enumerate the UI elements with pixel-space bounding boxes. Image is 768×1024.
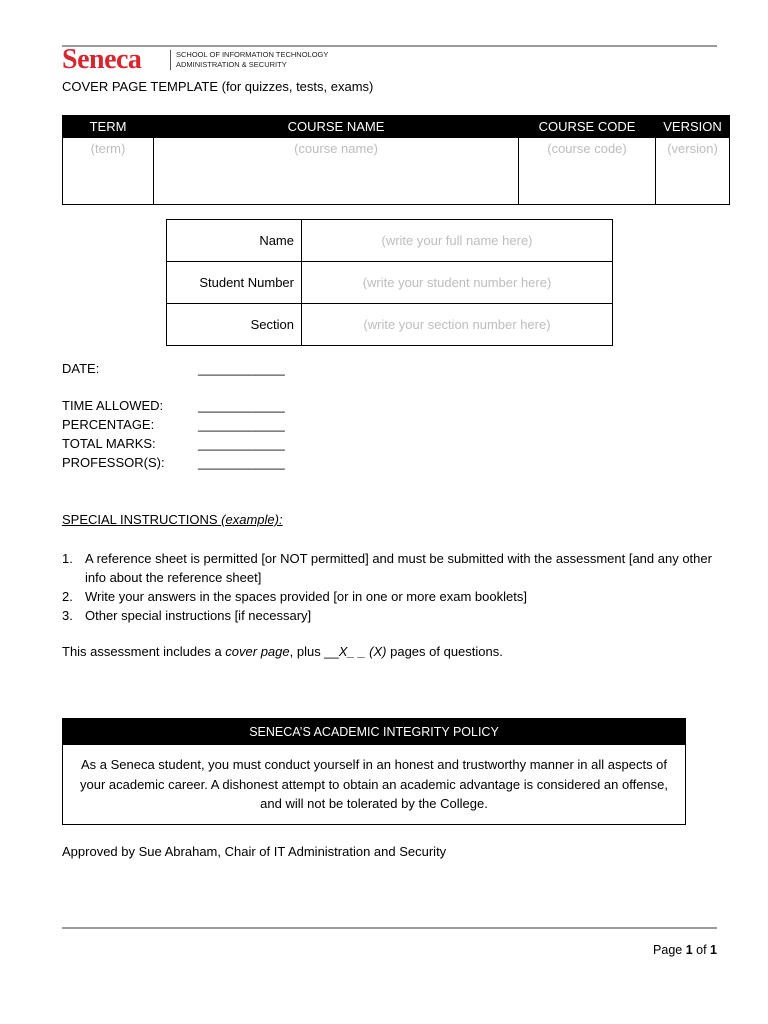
list-item bbox=[62, 606, 712, 625]
total-marks-label: TOTAL MARKS: bbox=[62, 436, 156, 451]
percentage-blank[interactable]: ____________ bbox=[198, 417, 285, 432]
school-line-2: ADMINISTRATION & SECURITY bbox=[176, 60, 287, 69]
list-item bbox=[62, 587, 712, 606]
total-marks-blank[interactable]: ____________ bbox=[198, 436, 285, 451]
term-header: TERM bbox=[63, 116, 154, 138]
name-label: Name bbox=[167, 220, 302, 262]
school-name bbox=[170, 50, 328, 70]
list-number: 2. bbox=[62, 589, 73, 604]
time-allowed-label: TIME ALLOWED: bbox=[62, 398, 164, 413]
special-instructions-example: (example): bbox=[221, 512, 283, 527]
assessment-text-1: This assessment includes a bbox=[62, 644, 226, 659]
of-label: of bbox=[692, 943, 711, 957]
list-item bbox=[62, 549, 712, 587]
course-table-row bbox=[63, 138, 730, 205]
assessment-x: (X) bbox=[369, 644, 387, 659]
academic-integrity-box bbox=[62, 718, 686, 825]
page-label: Page bbox=[653, 943, 686, 957]
page-title: COVER PAGE TEMPLATE (for quizzes, tests, exams) bbox=[62, 79, 374, 94]
section-field[interactable]: (write your section number here) bbox=[302, 304, 613, 346]
current-page: 1 bbox=[685, 943, 693, 957]
special-instructions-label: SPECIAL INSTRUCTIONS bbox=[62, 512, 218, 527]
seneca-logo: Seneca bbox=[62, 44, 142, 75]
list-text: Other special instructions [if necessary] bbox=[85, 608, 312, 623]
version-field[interactable]: (version) bbox=[656, 138, 730, 205]
approval-note: Approved by Sue Abraham, Chair of IT Administration and Security bbox=[62, 844, 447, 859]
policy-title: SENECA’S ACADEMIC INTEGRITY POLICY bbox=[63, 719, 685, 745]
list-text: Write your answers in the spaces provided [or in one or more exam booklets] bbox=[85, 589, 527, 604]
name-field[interactable]: (write your full name here) bbox=[302, 220, 613, 262]
date-blank[interactable]: ____________ bbox=[198, 361, 285, 376]
assessment-pages-statement bbox=[62, 644, 503, 659]
professors-label: PROFESSOR(S): bbox=[62, 455, 165, 470]
assessment-page-count[interactable]: X_ _ bbox=[338, 644, 366, 659]
date-label: DATE: bbox=[62, 361, 100, 376]
student-number-label: Student Number bbox=[167, 262, 302, 304]
course-code-field[interactable]: (course code) bbox=[519, 138, 656, 205]
list-number: 3. bbox=[62, 608, 73, 623]
time-allowed-blank[interactable]: ____________ bbox=[198, 398, 285, 413]
term-field[interactable]: (term) bbox=[63, 138, 154, 205]
course-table-header bbox=[63, 116, 730, 138]
percentage-label: PERCENTAGE: bbox=[62, 417, 155, 432]
bottom-rule bbox=[62, 927, 717, 929]
instructions-list bbox=[62, 549, 712, 625]
special-instructions-heading bbox=[62, 512, 283, 527]
total-pages: 1 bbox=[710, 943, 717, 957]
assessment-text-2: , plus __ bbox=[289, 644, 339, 659]
table-row bbox=[167, 220, 613, 262]
section-label: Section bbox=[167, 304, 302, 346]
assessment-text-3: pages of questions. bbox=[386, 644, 503, 659]
course-table bbox=[62, 115, 730, 205]
assessment-cover-page: cover page bbox=[225, 644, 290, 659]
student-info-table bbox=[166, 219, 613, 346]
top-rule bbox=[62, 45, 717, 47]
list-text: A reference sheet is permitted [or NOT permitted] and must be submitted with the assessment [and any other info about the reference sheet] bbox=[85, 551, 712, 585]
course-name-field[interactable]: (course name) bbox=[154, 138, 519, 205]
professors-blank[interactable]: ____________ bbox=[198, 455, 285, 470]
policy-body: As a Seneca student, you must conduct yourself in an honest and trustworthy manner in all aspects of your academic career. A dishonest attempt to obtain an academic advantage is considered an offense, and will not be tolerated by the College. bbox=[79, 757, 669, 811]
table-row bbox=[167, 304, 613, 346]
version-header: VERSION bbox=[656, 116, 730, 138]
student-number-field[interactable]: (write your student number here) bbox=[302, 262, 613, 304]
list-number: 1. bbox=[62, 551, 73, 566]
course-code-header: COURSE CODE bbox=[519, 116, 656, 138]
school-line-1: SCHOOL OF INFORMATION TECHNOLOGY bbox=[176, 50, 329, 59]
table-row bbox=[167, 262, 613, 304]
course-name-header: COURSE NAME bbox=[154, 116, 519, 138]
page-number bbox=[653, 943, 717, 957]
